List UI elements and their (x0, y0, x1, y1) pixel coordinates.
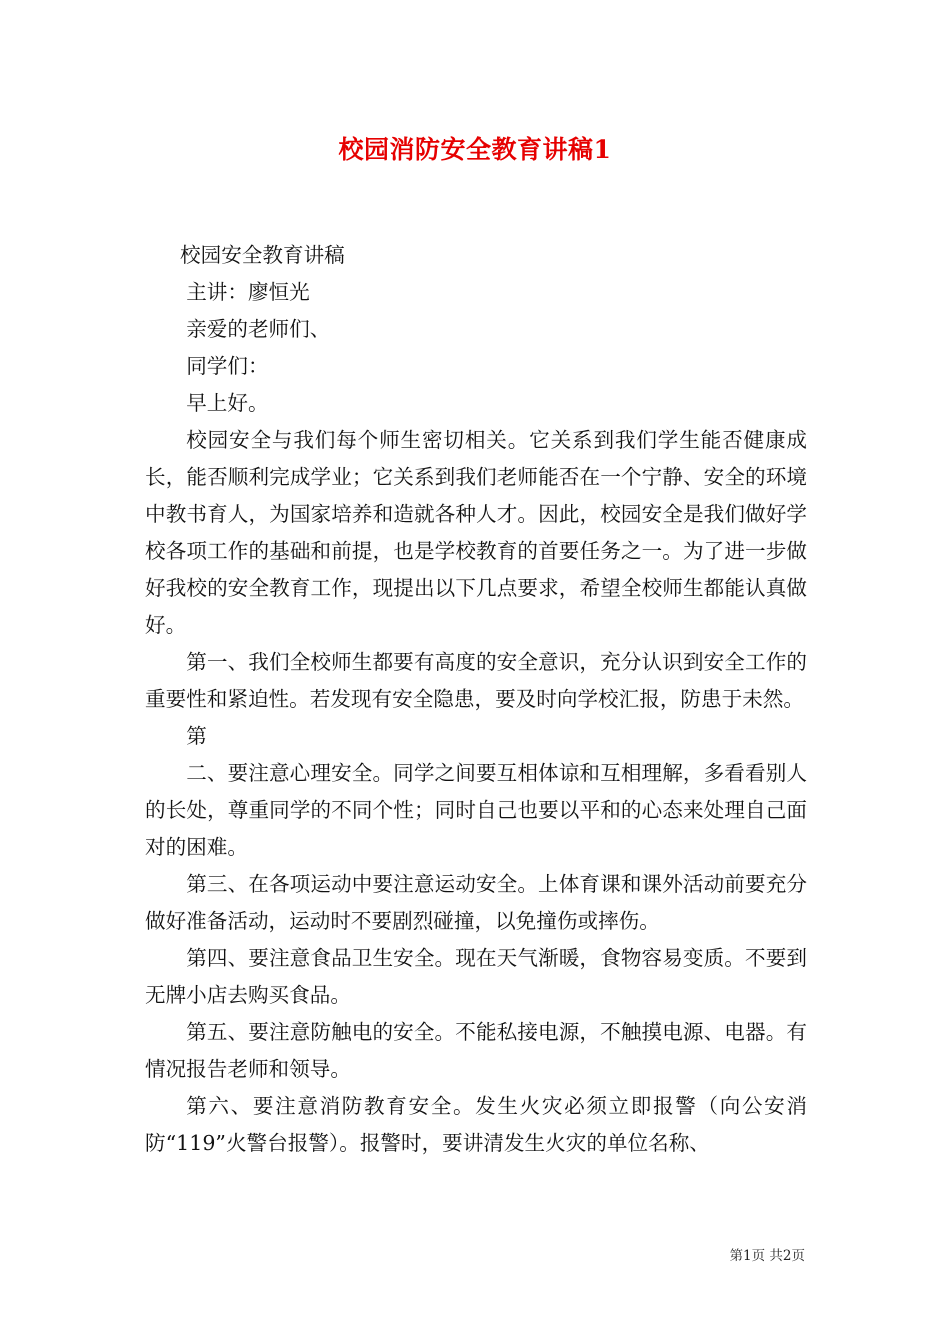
paragraph: 亲爱的老师们、 (186, 317, 331, 341)
paragraph: 第六、要注意消防教育安全。发生火灾必须立即报警（向公安消防“119”火警台报警）。报警时，要讲清发生火灾的单位名称、 (145, 1094, 807, 1155)
paragraph: 第三、在各项运动中要注意运动安全。上体育课和课外活动前要充分做好准备活动，运动时不要剧烈碰撞，以免撞伤或摔伤。 (145, 872, 807, 933)
paragraph: 第四、要注意食品卫生安全。现在天气渐暖，食物容易变质。不要到无牌小店去购买食品。 (145, 946, 807, 1007)
page-number: 第1页 共2页 (729, 1248, 805, 1264)
paragraph: 第五、要注意防触电的安全。不能私接电源，不触摸电源、电器。有情况报告老师和领导。 (145, 1020, 807, 1081)
paragraph: 第一、我们全校师生都要有高度的安全意识，充分认识到安全工作的重要性和紧迫性。若发现有安全隐患，要及时向学校汇报，防患于未然。 (145, 650, 807, 711)
document-title: 校园消防安全教育讲稿1 (338, 135, 612, 164)
paragraph: 同学们： (186, 354, 269, 378)
paragraph: 二、要注意心理安全。同学之间要互相体谅和互相理解，多看看别人的长处，尊重同学的不同个性；同时自己也要以平和的心态来处理自己面对的困难。 (145, 761, 807, 859)
paragraph: 校园安全与我们每个师生密切相关。它关系到我们学生能否健康成长，能否顺利完成学业；它关系到我们老师能否在一个宁静、安全的环境中教书育人，为国家培养和造就各种人才。因此，校园安全是我们做好学校各项工作的基础和前提，也是学校教育的首要任务之一。为了进一步做好我校的安全教育工作，现提出以下几点要求，希望全校师生都能认真做好。 (145, 428, 807, 637)
paragraph: 第 (186, 724, 207, 748)
paragraph: 校园安全教育讲稿 (180, 243, 345, 267)
document-body (145, 237, 807, 1162)
paragraph: 早上好。 (186, 391, 269, 415)
paragraph: 主讲：廖恒光 (186, 280, 310, 304)
